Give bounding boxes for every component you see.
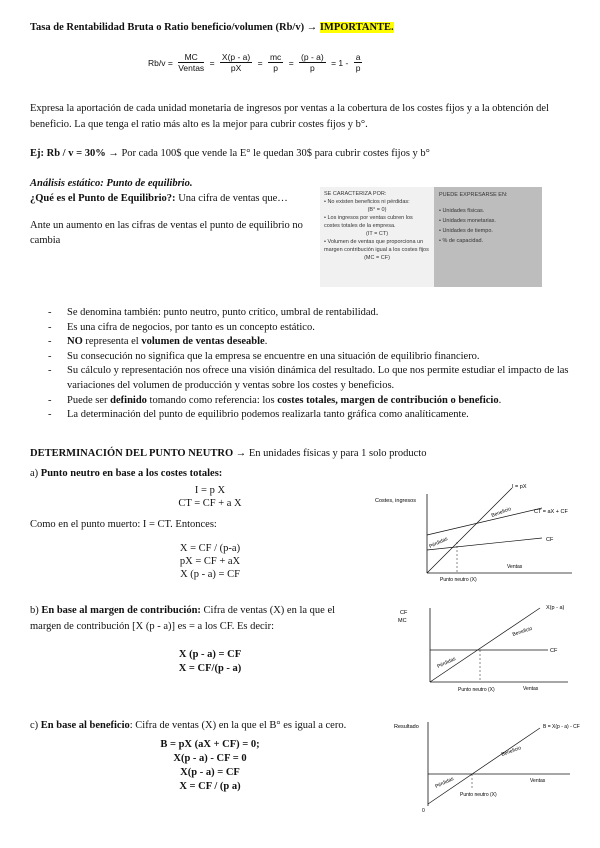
g1-line-cf: CF (546, 537, 554, 543)
equilibrium-note: Ante un aumento en las cifras de ventas el punto de equilibrio no cambia (30, 220, 303, 246)
rbv-formula: Rb/v = $\frac{MC}{\text{Ventas}}$ = $\frac{X(p - a)}{pX}$ = $\frac{mc}{p}$ = $\frac{(p - a)}{p}$ = 1 - $\frac{a}{p}$ (148, 52, 361, 73)
line-margin (430, 608, 540, 682)
line-total-cost (427, 508, 542, 535)
g2-ylabel-mc: MC (398, 618, 407, 624)
list-item: - Su consecución no significa que la empresa se encuentre en una situación de equilibrio financiero. (48, 350, 573, 365)
g2-beneficio: Beneficio (511, 625, 534, 638)
graph-total-costs (372, 480, 582, 588)
determination-heading: DETERMINACIÓN DEL PUNTO NEUTRO → En unidades físicas y para 1 solo producto (30, 448, 427, 459)
equilibrium-question: ¿Qué es el Punto de Equilibrio?: Una cifra de ventas que… (30, 193, 288, 204)
g3-beneficio: Beneficio (500, 745, 523, 758)
g2-line-mc: X(p - a) (546, 605, 565, 611)
g3-ylabel: Resultado (394, 724, 419, 730)
g3-point: Punto neutro (X) (460, 792, 497, 798)
section-a-equations-2: X = CF / (p-a) pX = CF + aX X (p - a) = CF (179, 543, 241, 580)
g2-perdidas: Pérdidas (436, 656, 457, 670)
section-c-text: c) En base al beneficio: Cifra de ventas (X) en la que el B° es igual a cero. (30, 720, 347, 731)
g3-xlabel: Ventas (530, 778, 546, 784)
list-item: - Se denomina también: punto neutro, punto crítico, umbral de rentabilidad. (48, 306, 573, 321)
intro-paragraph: Expresa la aportación de cada unidad monetaria de ingresos por ventas a la cobertura de los costes fijos y a la obtención del beneficio. La que tenga el ratio más alto es la mejor para cubrir costes fijos y b°. (30, 103, 549, 130)
g2-line-cf: CF (550, 648, 558, 654)
list-item: - NO representa el volumen de ventas deseable. (48, 335, 573, 350)
list-item: - Su cálculo y representación nos ofrece una visión dinámica del resultado. Lo que nos permite estudiar el impacto de las variaciones del volumen de producción y ventas sobre los costes y beneficios. (48, 364, 573, 393)
list-item: - Es una cifra de negocios, por tanto es un concepto estático. (48, 321, 573, 336)
section-b-equations: X (p - a) = CF X = CF/(p - a) (178, 649, 242, 674)
page-title: Tasa de Rentabilidad Bruta o Ratio beneficio/volumen (Rb/v) → IMPORTANTE. (30, 22, 394, 33)
line-income (427, 488, 512, 573)
example-line: Ej: Rb / v = 30% → Por cada 100$ que vende la E° le quedan 30$ para cubrir costes fijos y b° (30, 148, 430, 159)
important-highlight: IMPORTANTE. (319, 22, 394, 33)
section-a-heading: a) Punto neutro en base a los costes totales: (30, 468, 223, 479)
g1-line-i: I = pX (512, 484, 527, 490)
static-analysis (30, 176, 315, 248)
characteristics-box: SE CARACTERIZA POR: • No existen beneficios ni pérdidas: (B° = 0) • Los ingresos por ventas cubren los costes totales de la empresa. (IT = CT) • Volumen de ventas que proporciona un margen contribución igual a los costes fijos (MC = CF) (320, 187, 434, 287)
g2-ylabel-cf: CF (400, 610, 408, 616)
g3-perdidas: Pérdidas (434, 776, 455, 790)
g1-point: Punto neutro (X) (440, 577, 477, 583)
static-analysis-heading: Análisis estático: Punto de equilibrio. (30, 178, 193, 189)
g1-ylabel: Costes, ingresos (375, 498, 416, 504)
bullet-list (48, 306, 573, 423)
g1-line-ct: CT = aX + CF (534, 509, 568, 515)
graph-profit (390, 716, 590, 816)
g1-beneficio: Beneficio (490, 506, 513, 519)
section-c-equations: B = pX (aX + CF) = 0; X(p - a) - CF = 0 X(p - a) = CF X = CF / (p a) (160, 739, 260, 792)
section-a-text: Como en el punto muerto: I = CT. Entonces: (30, 519, 217, 530)
section-b-text: b) En base al margen de contribución: Cifra de ventas (X) en la que el margen de contribución [X (p - a)] es = a los CF. Es decir: (30, 605, 336, 632)
section-a-equations-1: I = p X CT = CF + a X (178, 485, 242, 509)
g3-origin: 0 (422, 808, 425, 814)
list-item: - Puede ser definido tomando como referencia: los costes totales, margen de contribución o beneficio. (48, 394, 573, 409)
g2-point: Punto neutro (X) (458, 687, 495, 693)
list-item: - La determinación del punto de equilibrio podemos realizarla tanto gráfica como analíticamente. (48, 408, 573, 423)
g1-xlabel: Ventas (507, 564, 523, 570)
expression-units-box: PUEDE EXPRESARSE EN: • Unidades físicas. • Unidades monetarias. • Unidades de tiempo. • % de capacidad. (434, 187, 542, 287)
g1-perdidas: Pérdidas (428, 536, 449, 550)
graph-contribution-margin (388, 600, 588, 700)
g3-line-b: B = X(p - a) - CF (543, 724, 580, 730)
g2-xlabel: Ventas (523, 686, 539, 692)
